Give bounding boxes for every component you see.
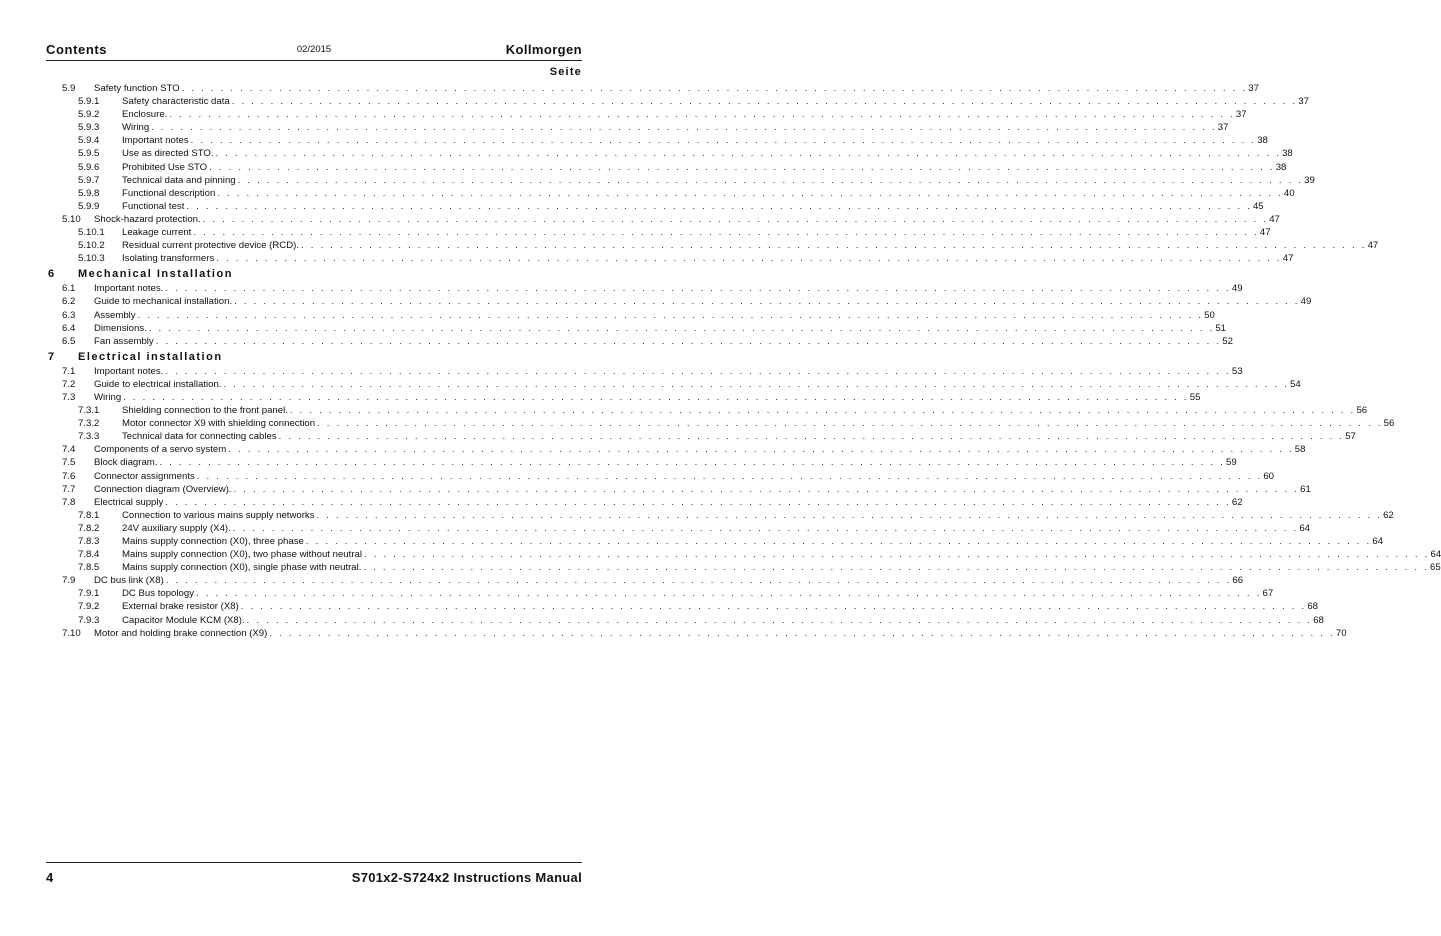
footer-divider (46, 862, 582, 863)
toc-entry-number: 5.9 (62, 83, 76, 94)
toc-dot-leader: . . . . . . . . . . . . . . . . . . . . . . . . . . . . . . . . . . . . . . . . . . . . . . . . . . . . . . . . . . . . . . . . . . . . . . . . . . . . . . . . . . . . . . . . . . . . . . . . . . . . . . . . . . . . . . (193, 227, 1259, 239)
toc-entry-line (78, 266, 582, 282)
toc-entry-title: Assembly (94, 309, 136, 321)
toc-entry-page: 62 (1231, 496, 1243, 508)
toc-entry-number: 5.9.1 (78, 96, 100, 108)
toc-dot-leader: . . . . . . . . . . . . . . . . . . . . . . . . . . . . . . . . . . . . . . . . . . . . . . . . . . . . . . . . . . . . . . . . . . . . . . . . . . . . . . . . . . . . . . . . . . . . . . . . . . . . . . . . . . . . . . (165, 365, 1231, 377)
toc-entry-page: 67 (1262, 588, 1274, 600)
toc-entry-page: 56 (1383, 418, 1395, 430)
toc-entry-number: 5.9.4 (78, 135, 100, 147)
toc-entry-number: 5.9.9 (78, 200, 100, 212)
toc-dot-leader: . . . . . . . . . . . . . . . . . . . . . . . . . . . . . . . . . . . . . . . . . . . . . . . . . . . . . . . . . . . . . . . . . . . . . . . . . . . . . . . . . . . . . . . . . . . . . . . . . . . . . . . . . . . . . . (246, 614, 1313, 626)
toc-entry[interactable] (46, 365, 1243, 378)
toc-entry-page: 38 (1257, 135, 1268, 147)
toc-entry-number: 7.8.4 (78, 549, 100, 561)
toc-entry-number: 7.9 (62, 575, 76, 587)
toc-entry-page: 37 (1298, 96, 1309, 108)
toc-dot-leader: . . . . . . . . . . . . . . . . . . . . . . . . . . . . . . . . . . . . . . . . . . . . . . . . . . . . . . . . . . . . . . . . . . . . . . . . . . . . . . . . . . . . . . . . . . . . . . . . . . . . . . . . . . . . . . (215, 148, 1282, 160)
toc-entry[interactable] (46, 187, 1295, 200)
toc-entry-line (94, 82, 1259, 95)
toc-entry-line (122, 200, 1264, 213)
toc-dot-leader: . . . . . . . . . . . . . . . . . . . . . . . . . . . . . . . . . . . . . . . . . . . . . . . . . . . . . . . . . . . . . . . . . . . . . . . . . . . . . . . . . . . . . . . . . . . . . . . . . . . . . . . . . . . . . . (305, 536, 1372, 547)
toc-entry-line (94, 335, 1233, 348)
toc-entry-title: Capacitor Module KCM (X8). (122, 614, 245, 626)
toc-entry[interactable] (46, 522, 1310, 535)
toc-entry-number: 5.10.2 (78, 240, 105, 252)
toc-entry-line (94, 282, 1243, 295)
toc-entry-page: 59 (1226, 457, 1237, 469)
header-divider (46, 60, 582, 61)
toc-entry[interactable] (46, 561, 1441, 574)
toc-entry-number: 5.9.7 (78, 174, 100, 186)
toc-entry-number: 6.1 (62, 283, 76, 295)
toc-entry-title: Components of a servo system (94, 444, 227, 456)
toc-dot-leader: . . . . . . . . . . . . . . . . . . . . . . . . . . . . . . . . . . . . . . . . . . . . . . . . . . . . . . . . . . . . . . . . . . . . . . . . . . . . . . . . . . . . . . . . . . . . . . . . . . . . . . . . . . . . . . (234, 296, 1300, 308)
header-company: Kollmorgen (505, 42, 582, 57)
toc-entry-title: Motor and holding brake connection (X9) (94, 627, 268, 639)
toc-entry-page: 54 (1290, 378, 1301, 390)
toc-entry-line (94, 574, 1244, 587)
toc-dot-leader: . . . . . . . . . . . . . . . . . . . . . . . . . . . . . . . . . . . . . . . . . . . . . . . . . . . . . . . . . . . . . . . . . . . . . . . . . . . . . . . . . . . . . . . . . . . . . . . . . . . . . . . . . . . . . . (317, 418, 1383, 430)
toc-entry-page: 60 (1263, 470, 1275, 482)
toc-entry-title: Technical data and pinning (122, 174, 236, 186)
toc-entry-title: Connector assignments (94, 470, 195, 482)
toc-entry-line (122, 161, 1287, 174)
toc-entry-page: 38 (1275, 161, 1287, 173)
toc-entry-number: 7.3.1 (78, 405, 100, 417)
toc-dot-leader: . . . . . . . . . . . . . . . . . . . . . . . . . . . . . . . . . . . . . . . . . . . . . . . . . . . . . . . . . . . . . . . . . . . . . . . . . . . . . . . . . . . . . . . . . . . . . . . . . . . . . . . . . . . . . . (196, 588, 1262, 600)
toc-entry[interactable] (46, 108, 1247, 121)
toc-entry-line (94, 309, 1215, 322)
toc-entry-number: 6 (48, 268, 55, 281)
toc-entry-page: 49 (1231, 283, 1243, 295)
toc-entry-title: Electrical supply (94, 496, 164, 508)
toc-entry[interactable] (46, 391, 1201, 404)
toc-dot-leader: . . . . . . . . . . . . . . . . . . . . . . . . . . . . . . . . . . . . . . . . . . . . . . . . . . . . . . . . . . . . . . . . . . . . . . . . . . . . . . . . . . . . . . . . . . . . . . . . . . . . . . . . . . . . . . (190, 135, 1257, 147)
toc-dot-leader: . . . . . . . . . . . . . . . . . . . . . . . . . . . . . . . . . . . . . . . . . . . . . . . . . . . . . . . . . . . . . . . . . . . . . . . . . . . . . . . . . . . . . . . . . . . . . . . . . . . . . . . . . . . . . . (363, 562, 1429, 574)
toc-entry-page: 47 (1269, 213, 1280, 225)
toc-entry-line (122, 239, 1379, 252)
toc-entry-number: 7.9.2 (78, 601, 100, 613)
toc-entry-title: Important notes. (94, 283, 164, 295)
toc-entry-title: Guide to mechanical installation. (94, 296, 233, 308)
toc-dot-leader: . . . . . . . . . . . . . . . . . . . . . . . . . . . . . . . . . . . . . . . . . . . . . . . . . . . . . . . . . . . . . . . . . . . . . . . . . . . . . . . . . . . . . . . . . . . . . . . . . . . . . . . . . . . . . . (316, 509, 1383, 521)
toc-entry-number: 7.3 (62, 391, 76, 403)
toc-entry-number: 7.8.5 (78, 562, 100, 574)
page-footer (46, 870, 582, 888)
toc-entry[interactable] (46, 627, 1347, 640)
toc-entry[interactable] (46, 95, 1309, 108)
toc-dot-leader: . . . . . . . . . . . . . . . . . . . . . . . . . . . . . . . . . . . . . . . . . . . . . . . . . . . . . . . . . . . . . . . . . . . . . . . . . . . . . . . . . . . . . . . . . . . . . . . . . . . . . . . . . . . . . . (151, 122, 1217, 134)
toc-entry-page: 52 (1222, 335, 1233, 347)
toc-entry-title: Safety characteristic data (122, 96, 230, 108)
toc-entry[interactable] (46, 470, 1275, 483)
toc-dot-leader: . . . . . . . . . . . . . . . . . . . . . . . . . . . . . . . . . . . . . . . . . . . . . . . . . . . . . . . . . . . . . . . . . . . . . . . . . . . . . . . . . . . . . . . . . . . . . . . . . . . . . . . . . . . . . . (301, 240, 1367, 252)
toc-entry-line (78, 349, 582, 365)
toc-entry-page: 53 (1231, 365, 1243, 377)
toc-entry-page: 65 (1430, 562, 1441, 574)
toc-entry-title: Technical data for connecting cables (122, 431, 277, 443)
toc-dot-leader: . . . . . . . . . . . . . . . . . . . . . . . . . . . . . . . . . . . . . . . . . . . . . . . . . . . . . . . . . . . . . . . . . . . . . . . . . . . . . . . . . . . . . . . . . . . . . . . . . . . . . . . . . . . . . . (228, 444, 1294, 456)
toc-entry-page: 56 (1356, 405, 1368, 417)
toc-entry-title: Functional description (122, 187, 216, 199)
toc-entry-page: 64 (1299, 522, 1310, 534)
toc-entry-title: Mains supply connection (X0), three phase (122, 536, 304, 547)
toc-entry-title: Mains supply connection (X0), single phase with neutral. (122, 562, 362, 574)
toc-dot-leader: . . . . . . . . . . . . . . . . . . . . . . . . . . . . . . . . . . . . . . . . . . . . . . . . . . . . . . . . . . . . . . . . . . . . . . . . . . . . . . . . . . . . . . . . . . . . . . . . . . . . . . . . . . . . . . (169, 109, 1235, 121)
toc-entry-number: 7.1 (62, 365, 76, 377)
page-header (46, 42, 582, 62)
toc-dot-leader: . . . . . . . . . . . . . . . . . . . . . . . . . . . . . . . . . . . . . . . . . . . . . . . . . . . . . . . . . . . . . . . . . . . . . . . . . . . . . . . . . . . . . . . . . . . . . . . . . . . . . . . . . . . . . . (196, 470, 1263, 482)
toc-entry[interactable] (46, 574, 1244, 587)
toc-entry[interactable] (46, 535, 1384, 548)
toc-entry-number: 5.9.2 (78, 109, 100, 121)
toc-entry-number: 7.8.3 (78, 536, 100, 547)
toc-entry-number: 6.4 (62, 322, 76, 334)
toc-entry-page: 62 (1383, 509, 1394, 521)
toc-entry-page: 51 (1215, 322, 1227, 334)
toc-entry-number: 7.9.1 (78, 588, 100, 600)
toc-entry-line (122, 108, 1247, 121)
toc-entry-title: Fan assembly (94, 335, 154, 347)
toc-entry-title: DC bus link (X8) (94, 575, 164, 587)
toc-entry-title: Dimensions. (94, 322, 147, 334)
toc-dot-leader: . . . . . . . . . . . . . . . . . . . . . . . . . . . . . . . . . . . . . . . . . . . . . . . . . . . . . . . . . . . . . . . . . . . . . . . . . . . . . . . . . . . . . . . . . . . . . . . . . . . . . . . . . . . . . . (289, 405, 1356, 417)
toc-dot-leader: . . . . . . . . . . . . . . . . . . . . . . . . . . . . . . . . . . . . . . . . . . . . . . . . . . . . . . . . . . . . . . . . . . . . . . . . . . . . . . . . . . . . . . . . . . . . . . . . . . . . . . . . . . . . . . (123, 391, 1189, 403)
toc-entry-line (94, 443, 1306, 456)
toc-entry[interactable] (46, 174, 1315, 187)
toc-dot-leader: . . . . . . . . . . . . . . . . . . . . . . . . . . . . . . . . . . . . . . . . . . . . . . . . . . . . . . . . . . . . . . . . . . . . . . . . . . . . . . . . . . . . . . . . . . . . . . . . . . . . . . . . . . . . . . (233, 483, 1300, 495)
footer-manual-title: S701x2-S724x2 Instructions Manual (351, 870, 582, 885)
toc-entry-line (94, 470, 1275, 483)
toc-entry[interactable] (46, 614, 1324, 627)
toc-entry-page: 37 (1235, 109, 1247, 121)
toc-entry-title: Guide to electrical installation. (94, 378, 222, 390)
toc-dot-leader: . . . . . . . . . . . . . . . . . . . . . . . . . . . . . . . . . . . . . . . . . . . . . . . . . . . . . . . . . . . . . . . . . . . . . . . . . . . . . . . . . . . . . . . . . . . . . . . . . . . . . . . . . . . . . . (165, 575, 1232, 587)
toc-entry-line (94, 365, 1243, 378)
toc-dot-leader: . . . . . . . . . . . . . . . . . . . . . . . . . . . . . . . . . . . . . . . . . . . . . . . . . . . . . . . . . . . . . . . . . . . . . . . . . . . . . . . . . . . . . . . . . . . . . . . . . . . . . . . . . . . . . . (278, 431, 1345, 443)
toc-entry[interactable] (46, 82, 1259, 95)
toc-dot-leader: . . . . . . . . . . . . . . . . . . . . . . . . . . . . . . . . . . . . . . . . . . . . . . . . . . . . . . . . . . . . . . . . . . . . . . . . . . . . . . . . . . . . . . . . . . . . . . . . . . . . . . . . . . . . . . (155, 335, 1222, 347)
toc-entry-page: 64 (1372, 536, 1384, 547)
toc-entry[interactable] (46, 378, 1301, 391)
toc-entry[interactable] (46, 404, 1368, 417)
toc-entry-number: 7.2 (62, 378, 76, 390)
toc-entry-line (94, 295, 1312, 308)
toc-entry[interactable] (46, 335, 1233, 348)
toc-entry-page: 64 (1430, 549, 1441, 561)
toc-entry[interactable] (46, 121, 1229, 134)
toc-entry-page: 55 (1189, 391, 1201, 403)
toc-entry-title: Prohibited Use STO (122, 161, 208, 173)
toc-entry[interactable] (46, 430, 1356, 443)
toc-entry-title: Isolating transformers (122, 253, 215, 265)
toc-entry-title: External brake resistor (X8) (122, 601, 239, 613)
toc-entry-number: 5.10.1 (78, 227, 105, 239)
toc-entry-title: Electrical installation (78, 350, 223, 363)
toc-entry[interactable] (46, 239, 1379, 252)
toc-entry[interactable] (46, 417, 1395, 430)
toc-entry-page: 68 (1307, 601, 1318, 613)
toc-entry[interactable] (46, 252, 1294, 265)
toc-entry-number: 7.3.3 (78, 431, 100, 443)
toc-entry[interactable] (46, 496, 1243, 509)
toc-entry-page: 68 (1313, 614, 1324, 626)
toc-entry-line (94, 496, 1243, 509)
toc-entry-title: Block diagram. (94, 457, 158, 469)
toc-entry-line (122, 404, 1368, 417)
toc-entry-number: 5.10 (62, 213, 81, 225)
toc-entry-line (122, 548, 1441, 561)
toc-entry-title: Shock-hazard protection. (94, 213, 201, 225)
toc-entry[interactable] (46, 134, 1268, 147)
toc-entry-line (94, 378, 1301, 391)
toc-entry[interactable] (46, 600, 1318, 613)
toc-entry-title: Important notes. (94, 365, 164, 377)
toc-entry-line (122, 522, 1310, 535)
toc-dot-leader: . . . . . . . . . . . . . . . . . . . . . . . . . . . . . . . . . . . . . . . . . . . . . . . . . . . . . . . . . . . . . . . . . . . . . . . . . . . . . . . . . . . . . . . . . . . . . . . . . . . . . . . . . . . . . . (181, 83, 1248, 94)
toc-entry[interactable] (46, 295, 1312, 308)
toc-entry-title: Functional test (122, 200, 185, 212)
toc-entry-page: 47 (1282, 253, 1294, 265)
toc-entry-number: 5.9.3 (78, 122, 100, 134)
toc-entry-page: 70 (1335, 627, 1347, 639)
toc-entry-line (122, 614, 1324, 627)
toc-entry-number: 7.9.3 (78, 614, 100, 626)
toc-entry-line (122, 509, 1394, 522)
toc-dot-leader: . . . . . . . . . . . . . . . . . . . . . . . . . . . . . . . . . . . . . . . . . . . . . . . . . . . . . . . . . . . . . . . . . . . . . . . . . . . . . . . . . . . . . . . . . . . . . . . . . . . . . . . . . . . . . . (269, 627, 1335, 639)
footer-page-number: 4 (46, 870, 54, 885)
toc-entry-line (122, 134, 1268, 147)
toc-dot-leader: . . . . . . . . . . . . . . . . . . . . . . . . . . . . . . . . . . . . . . . . . . . . . . . . . . . . . . . . . . . . . . . . . . . . . . . . . . . . . . . . . . . . . . . . . . . . . . . . . . . . . . . . . . . . . . (148, 322, 1215, 334)
toc-entry-title: Residual current protective device (RCD). (122, 240, 300, 252)
toc-entry-title: Motor connector X9 with shielding connection (122, 418, 316, 430)
toc-dot-leader: . . . . . . . . . . . . . . . . . . . . . . . . . . . . . . . . . . . . . . . . . . . . . . . . . . . . . . . . . . . . . . . . . . . . . . . . . . . . . . . . . . . . . . . . . . . . . . . . . . . . . . . . . . . . . . (137, 309, 1204, 321)
toc-entry[interactable] (46, 587, 1274, 600)
header-date: 02/2015 (296, 44, 332, 55)
toc-entry-number: 5.10.3 (78, 253, 105, 265)
toc-chapter[interactable] (46, 266, 582, 282)
toc-entry-line (122, 430, 1356, 443)
toc-entry-title: Wiring (94, 391, 122, 403)
toc-entry-number: 6.3 (62, 309, 76, 321)
toc-entry-line (94, 213, 1280, 226)
toc-entry-line (94, 483, 1311, 496)
toc-entry[interactable] (46, 213, 1280, 226)
toc-entry-line (94, 456, 1237, 469)
toc-entry-number: 7.8.1 (78, 509, 100, 521)
toc-dot-leader: . . . . . . . . . . . . . . . . . . . . . . . . . . . . . . . . . . . . . . . . . . . . . . . . . . . . . . . . . . . . . . . . . . . . . . . . . . . . . . . . . . . . . . . . . . . . . . . . . . . . . . . . . . . . . . (186, 200, 1252, 212)
page-column-label: Seite (549, 66, 582, 78)
toc-entry-title: DC Bus topology (122, 588, 194, 600)
toc-entry-page: 38 (1282, 148, 1293, 160)
toc-entry-title: Mains supply connection (X0), two phase without neutral (122, 549, 362, 561)
toc-entry-line (122, 561, 1441, 574)
toc-entry-number: 6.2 (62, 296, 76, 308)
toc-entry-number: 5.9.5 (78, 148, 100, 160)
toc-dot-leader: . . . . . . . . . . . . . . . . . . . . . . . . . . . . . . . . . . . . . . . . . . . . . . . . . . . . . . . . . . . . . . . . . . . . . . . . . . . . . . . . . . . . . . . . . . . . . . . . . . . . . . . . . . . . . . (209, 161, 1275, 173)
toc-entry-page: 61 (1300, 483, 1311, 495)
toc-entry-line (122, 174, 1315, 187)
toc-entry-line (122, 535, 1384, 548)
toc-entry-page: 57 (1345, 431, 1356, 443)
toc-entry-page: 40 (1283, 187, 1295, 199)
toc-entry[interactable] (46, 147, 1293, 160)
toc-entry-line (122, 587, 1274, 600)
toc-dot-leader: . . . . . . . . . . . . . . . . . . . . . . . . . . . . . . . . . . . . . . . . . . . . . . . . . . . . . . . . . . . . . . . . . . . . . . . . . . . . . . . . . . . . . . . . . . . . . . . . . . . . . . . . . . . . . . (237, 174, 1304, 186)
toc-entry-page: 66 (1232, 575, 1244, 587)
toc-dot-leader: . . . . . . . . . . . . . . . . . . . . . . . . . . . . . . . . . . . . . . . . . . . . . . . . . . . . . . . . . . . . . . . . . . . . . . . . . . . . . . . . . . . . . . . . . . . . . . . . . . . . . . . . . . . . . . (240, 601, 1307, 613)
toc-entry-number: 7.7 (62, 483, 76, 495)
toc-entry-number: 7.10 (62, 627, 81, 639)
toc-entry-page: 50 (1204, 309, 1215, 321)
toc-entry-title: Wiring (122, 122, 150, 134)
toc-entry-page: 37 (1248, 83, 1259, 94)
table-of-contents (46, 82, 1441, 640)
toc-entry-page: 37 (1217, 122, 1229, 134)
toc-entry-title: Important notes (122, 135, 189, 147)
toc-entry[interactable] (46, 309, 1215, 322)
toc-entry-line (122, 147, 1293, 160)
toc-entry-line (122, 600, 1318, 613)
toc-entry[interactable] (46, 443, 1306, 456)
toc-entry-page: 47 (1259, 227, 1271, 239)
toc-dot-leader: . . . . . . . . . . . . . . . . . . . . . . . . . . . . . . . . . . . . . . . . . . . . . . . . . . . . . . . . . . . . . . . . . . . . . . . . . . . . . . . . . . . . . . . . . . . . . . . . . . . . . . . . . . . . . . (363, 549, 1430, 561)
toc-entry-number: 7.4 (62, 444, 76, 456)
toc-entry-title: Safety function STO (94, 83, 180, 94)
toc-entry-line (122, 417, 1395, 430)
toc-entry-line (94, 391, 1201, 404)
toc-dot-leader: . . . . . . . . . . . . . . . . . . . . . . . . . . . . . . . . . . . . . . . . . . . . . . . . . . . . . . . . . . . . . . . . . . . . . . . . . . . . . . . . . . . . . . . . . . . . . . . . . . . . . . . . . . . . . . (223, 378, 1289, 390)
toc-entry-page: 49 (1300, 296, 1312, 308)
toc-entry-page: 58 (1294, 444, 1306, 456)
toc-entry[interactable] (46, 200, 1264, 213)
toc-entry[interactable] (46, 282, 1243, 295)
toc-entry[interactable] (46, 226, 1271, 239)
toc-dot-leader: . . . . . . . . . . . . . . . . . . . . . . . . . . . . . . . . . . . . . . . . . . . . . . . . . . . . . . . . . . . . . . . . . . . . . . . . . . . . . . . . . . . . . . . . . . . . . . . . . . . . . . . . . . . . . . (165, 283, 1231, 295)
toc-entry-line (94, 627, 1347, 640)
toc-entry-number: 6.5 (62, 335, 76, 347)
toc-entry[interactable] (46, 548, 1441, 561)
toc-entry-line (122, 95, 1309, 108)
toc-dot-leader: . . . . . . . . . . . . . . . . . . . . . . . . . . . . . . . . . . . . . . . . . . . . . . . . . . . . . . . . . . . . . . . . . . . . . . . . . . . . . . . . . . . . . . . . . . . . . . . . . . . . . . . . . . . . . . (159, 457, 1225, 469)
toc-entry-number: 7.3.2 (78, 418, 100, 430)
toc-entry-number: 5.9.6 (78, 161, 100, 173)
toc-entry-page: 47 (1367, 240, 1379, 252)
toc-entry[interactable] (46, 509, 1394, 522)
toc-entry-title: Use as directed STO. (122, 148, 214, 160)
toc-entry[interactable] (46, 161, 1287, 174)
toc-entry-title: Connection to various mains supply networks (122, 509, 315, 521)
toc-dot-leader: . . . . . . . . . . . . . . . . . . . . . . . . . . . . . . . . . . . . . . . . . . . . . . . . . . . . . . . . . . . . . . . . . . . . . . . . . . . . . . . . . . . . . . . . . . . . . . . . . . . . . . . . . . . . . . (216, 253, 1282, 265)
toc-entry-number: 7.8 (62, 496, 76, 508)
toc-entry-title: Enclosure. (122, 109, 168, 121)
toc-dot-leader: . . . . . . . . . . . . . . . . . . . . . . . . . . . . . . . . . . . . . . . . . . . . . . . . . . . . . . . . . . . . . . . . . . . . . . . . . . . . . . . . . . . . . . . . . . . . . . . . . . . . . . . . . . . . . . (217, 187, 1283, 199)
toc-entry[interactable] (46, 483, 1311, 496)
toc-entry-title: 24V auxiliary supply (X4). (122, 522, 231, 534)
toc-entry[interactable] (46, 456, 1237, 469)
toc-entry-number: 7.5 (62, 457, 76, 469)
toc-entry-line (122, 121, 1229, 134)
toc-entry-line (94, 322, 1227, 335)
toc-dot-leader: . . . . . . . . . . . . . . . . . . . . . . . . . . . . . . . . . . . . . . . . . . . . . . . . . . . . . . . . . . . . . . . . . . . . . . . . . . . . . . . . . . . . . . . . . . . . . . . . . . . . . . . . . . . . . . (165, 496, 1231, 508)
toc-entry-number: 5.9.8 (78, 187, 100, 199)
toc-entry-line (122, 252, 1294, 265)
toc-entry-title: Leakage current (122, 227, 192, 239)
toc-entry-title: Connection diagram (Overview). (94, 483, 232, 495)
toc-entry-number: 7.8.2 (78, 522, 100, 534)
toc-dot-leader: . . . . . . . . . . . . . . . . . . . . . . . . . . . . . . . . . . . . . . . . . . . . . . . . . . . . . . . . . . . . . . . . . . . . . . . . . . . . . . . . . . . . . . . . . . . . . . . . . . . . . . . . . . . . . . (232, 522, 1299, 534)
toc-entry[interactable] (46, 322, 1227, 335)
toc-entry-number: 7 (48, 350, 55, 363)
toc-entry-title: Mechanical Installation (78, 268, 233, 281)
toc-entry-line (122, 187, 1295, 200)
header-section-title: Contents (46, 42, 108, 57)
toc-entry-number: 7.6 (62, 470, 76, 482)
toc-entry-line (122, 226, 1271, 239)
toc-chapter[interactable] (46, 349, 582, 365)
toc-entry-page: 45 (1252, 200, 1264, 212)
toc-dot-leader: . . . . . . . . . . . . . . . . . . . . . . . . . . . . . . . . . . . . . . . . . . . . . . . . . . . . . . . . . . . . . . . . . . . . . . . . . . . . . . . . . . . . . . . . . . . . . . . . . . . . . . . . . . . . . . (202, 213, 1269, 225)
toc-dot-leader: . . . . . . . . . . . . . . . . . . . . . . . . . . . . . . . . . . . . . . . . . . . . . . . . . . . . . . . . . . . . . . . . . . . . . . . . . . . . . . . . . . . . . . . . . . . . . . . . . . . . . . . . . . . . . . (231, 96, 1298, 108)
toc-entry-title: Shielding connection to the front panel. (122, 405, 288, 417)
toc-entry-page: 39 (1304, 174, 1315, 186)
